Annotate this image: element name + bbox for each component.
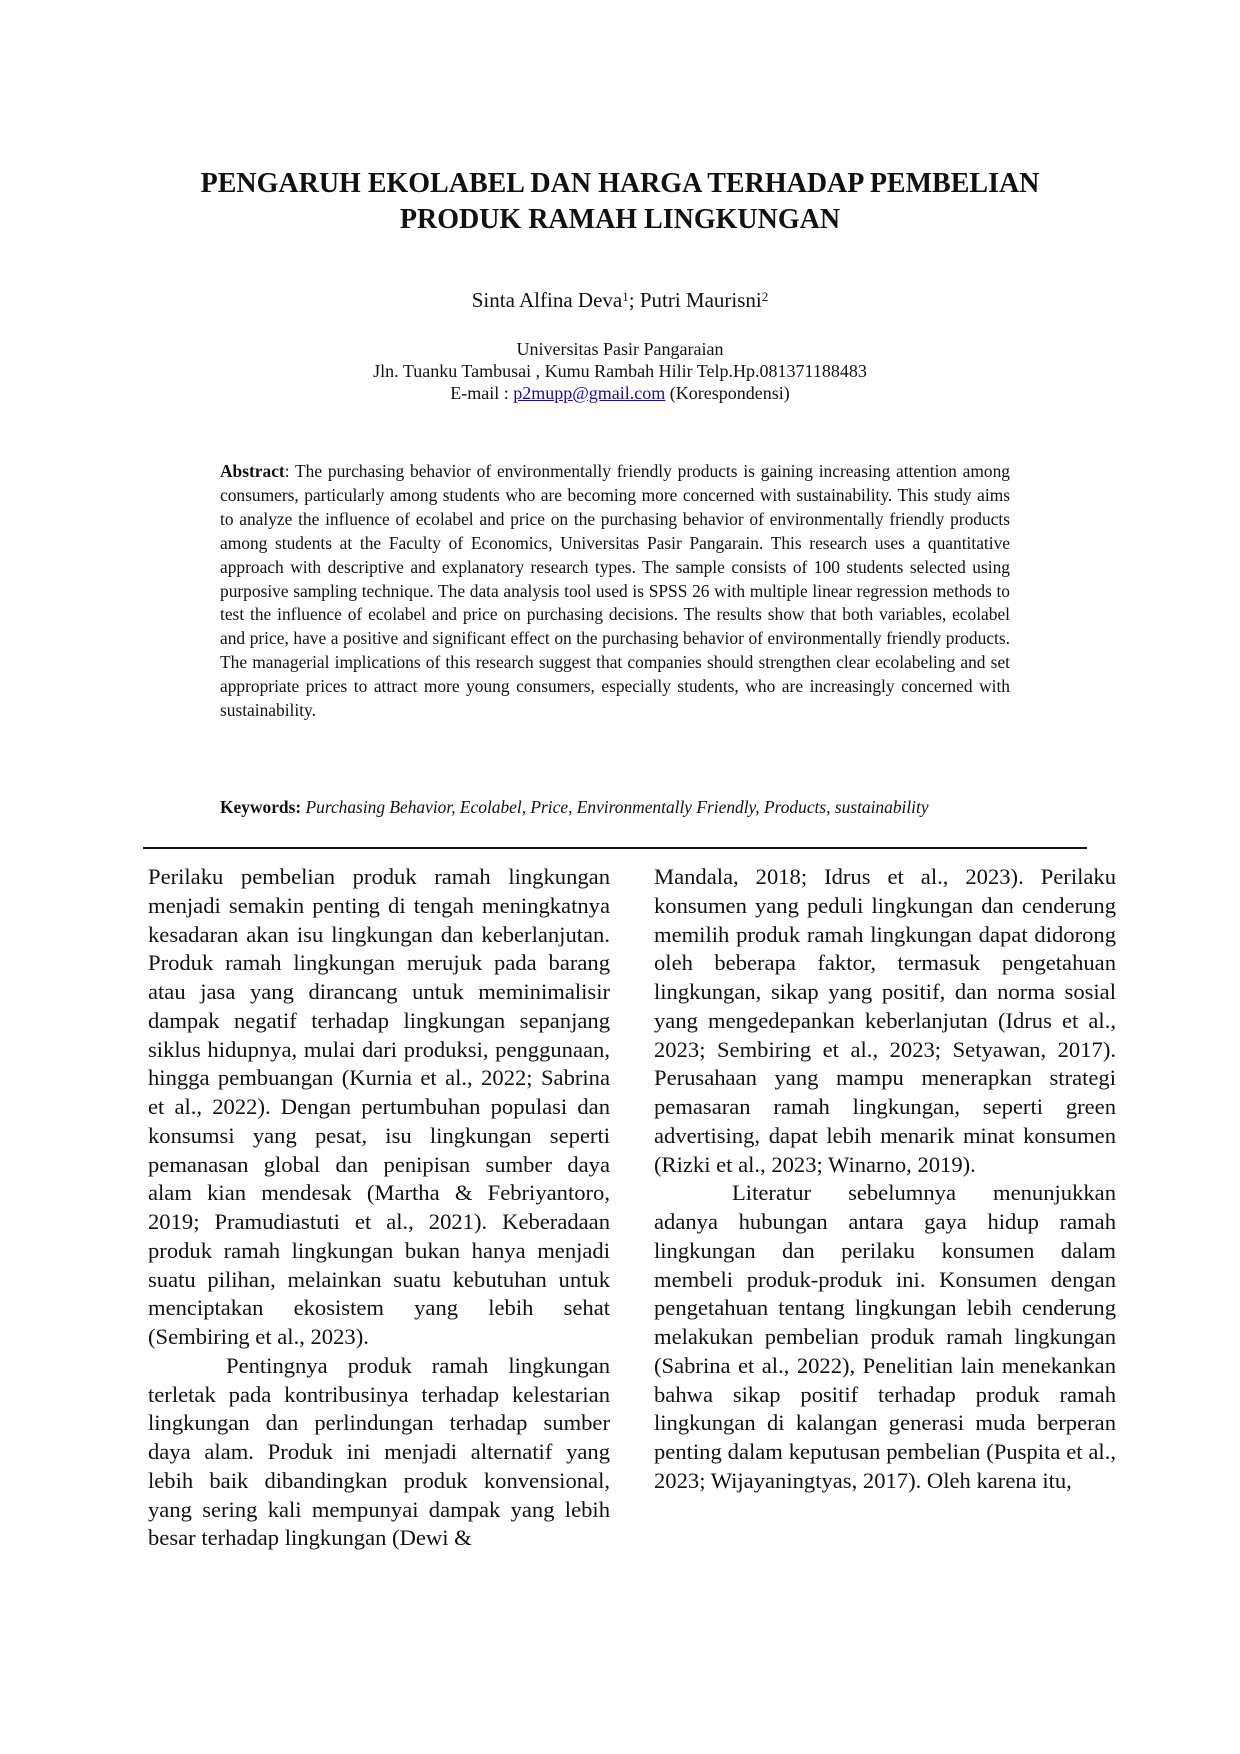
- keywords-label: Keywords:: [220, 797, 302, 817]
- institution-name: Universitas Pasir Pangaraian: [516, 339, 724, 359]
- abstract-label: Abstract: [220, 461, 285, 481]
- body-paragraph: Perilaku pembelian produk ramah lingkungan menjadi semakin penting di tengah meningkatnya kesadaran akan isu lingkungan dan keberlanjutan. Produk ramah lingkungan merujuk pada barang atau jasa yang dirancang untuk meminimalisir dampak negatif terhadap lingkungan sepanjang siklus hidupnya, mulai dari produksi, penggunaan, hingga pembuangan (Kurnia et al., 2022; Sabrina et al., 2022). Dengan pertumbuhan populasi dan konsumsi yang pesat, isu lingkungan seperti pemanasan global dan penipisan sumber daya alam kian mendesak (Martha & Febriyantoro, 2019; Pramudiastuti et al., 2021). Keberadaan produk ramah lingkungan bukan hanya menjadi suatu pilihan, melainkan suatu kebutuhan untuk menciptakan ekosistem yang lebih sehat (Sembiring et al., 2023).: [148, 864, 610, 1349]
- institution-address: Jln. Tuanku Tambusai , Kumu Rambah Hilir Telp.Hp.081371188483: [373, 361, 867, 381]
- email-link[interactable]: p2mupp@gmail.com: [513, 383, 666, 403]
- abstract: [220, 460, 1010, 723]
- paper-title: [150, 166, 1090, 238]
- abstract-text: : The purchasing behavior of environmentally friendly products is gaining increasing attention among consumers, particularly among students who are becoming more concerned with sustainability. This study aims to analyze the influence of ecolabel and price on the purchasing behavior of environmentally friendly products among students at the Faculty of Economics, Universitas Pasir Pangarain. This research uses a quantitative approach with descriptive and explanatory research types. The sample consists of 100 students selected using purposive sampling technique. The data analysis tool used is SPSS 26 with multiple linear regression methods to test the influence of ecolabel and price on purchasing decisions. The results show that both variables, ecolabel and price, have a positive and significant effect on the purchasing behavior of environmentally friendly products. The managerial implications of this research suggest that companies should strengthen clear ecolabeling and set appropriate prices to attract more young consumers, especially students, who are increasingly concerned with sustainability.: [220, 461, 1010, 721]
- section-divider: [143, 847, 1087, 849]
- body-paragraph: Literatur sebelumnya menunjukkan adanya hubungan antara gaya hidup ramah lingkungan dan perilaku konsumen dalam membeli produk-produk ini. Konsumen dengan pengetahuan tentang lingkungan lebih cenderung melakukan pembelian produk ramah lingkungan (Sabrina et al., 2022), Penelitian lain menekankan bahwa sikap positif terhadap produk ramah lingkungan di kalangan generasi muda berperan penting dalam keputusan pembelian (Puspita et al., 2023; Wijayaningtyas, 2017). Oleh karena itu,: [654, 1180, 1116, 1493]
- body-column-right: [654, 863, 1116, 1496]
- body-paragraph: Pentingnya produk ramah lingkungan terletak pada kontribusinya terhadap kelestarian lingkungan dan perlindungan terhadap sumber daya alam. Produk ini menjadi alternatif yang lebih baik dibandingkan produk konvensional, yang sering kali mempunyai dampak yang lebih besar terhadap lingkungan (Dewi &: [148, 1352, 610, 1551]
- paper-title-line-1: PENGARUH EKOLABEL DAN HARGA TERHADAP PEMBELIAN: [200, 168, 1040, 199]
- email-suffix: (Korespondensi): [665, 383, 790, 403]
- author-name: Putri Maurisni: [639, 288, 762, 312]
- email-prefix: E-mail :: [450, 383, 514, 403]
- affiliation-block: [150, 338, 1090, 404]
- keywords: [220, 796, 1010, 820]
- paper-title-line-2: PRODUK RAMAH LINGKUNGAN: [399, 204, 841, 235]
- body-column-left: [148, 863, 610, 1553]
- author-list: [150, 286, 1090, 314]
- keywords-text: Purchasing Behavior, Ecolabel, Price, Environmentally Friendly, Products, sustainability: [301, 797, 929, 817]
- author-affiliation-mark: 1: [622, 289, 629, 304]
- correspondence-line: [150, 382, 1090, 404]
- author-name: Sinta Alfina Deva: [471, 288, 623, 312]
- author-affiliation-mark: 2: [761, 289, 769, 304]
- body-paragraph: Mandala, 2018; Idrus et al., 2023). Perilaku konsumen yang peduli lingkungan dan cenderung memilih produk ramah lingkungan dapat didorong oleh beberapa faktor, termasuk pengetahuan lingkungan, sikap yang positif, dan norma sosial yang mengedepankan keberlanjutan (Idrus et al., 2023; Sembiring et al., 2023; Setyawan, 2017). Perusahaan yang mampu menerapkan strategi pemasaran ramah lingkungan, seperti green advertising, dapat lebih menarik minat konsumen (Rizki et al., 2023; Winarno, 2019).: [654, 864, 1116, 1177]
- author-separator: ;: [628, 288, 640, 312]
